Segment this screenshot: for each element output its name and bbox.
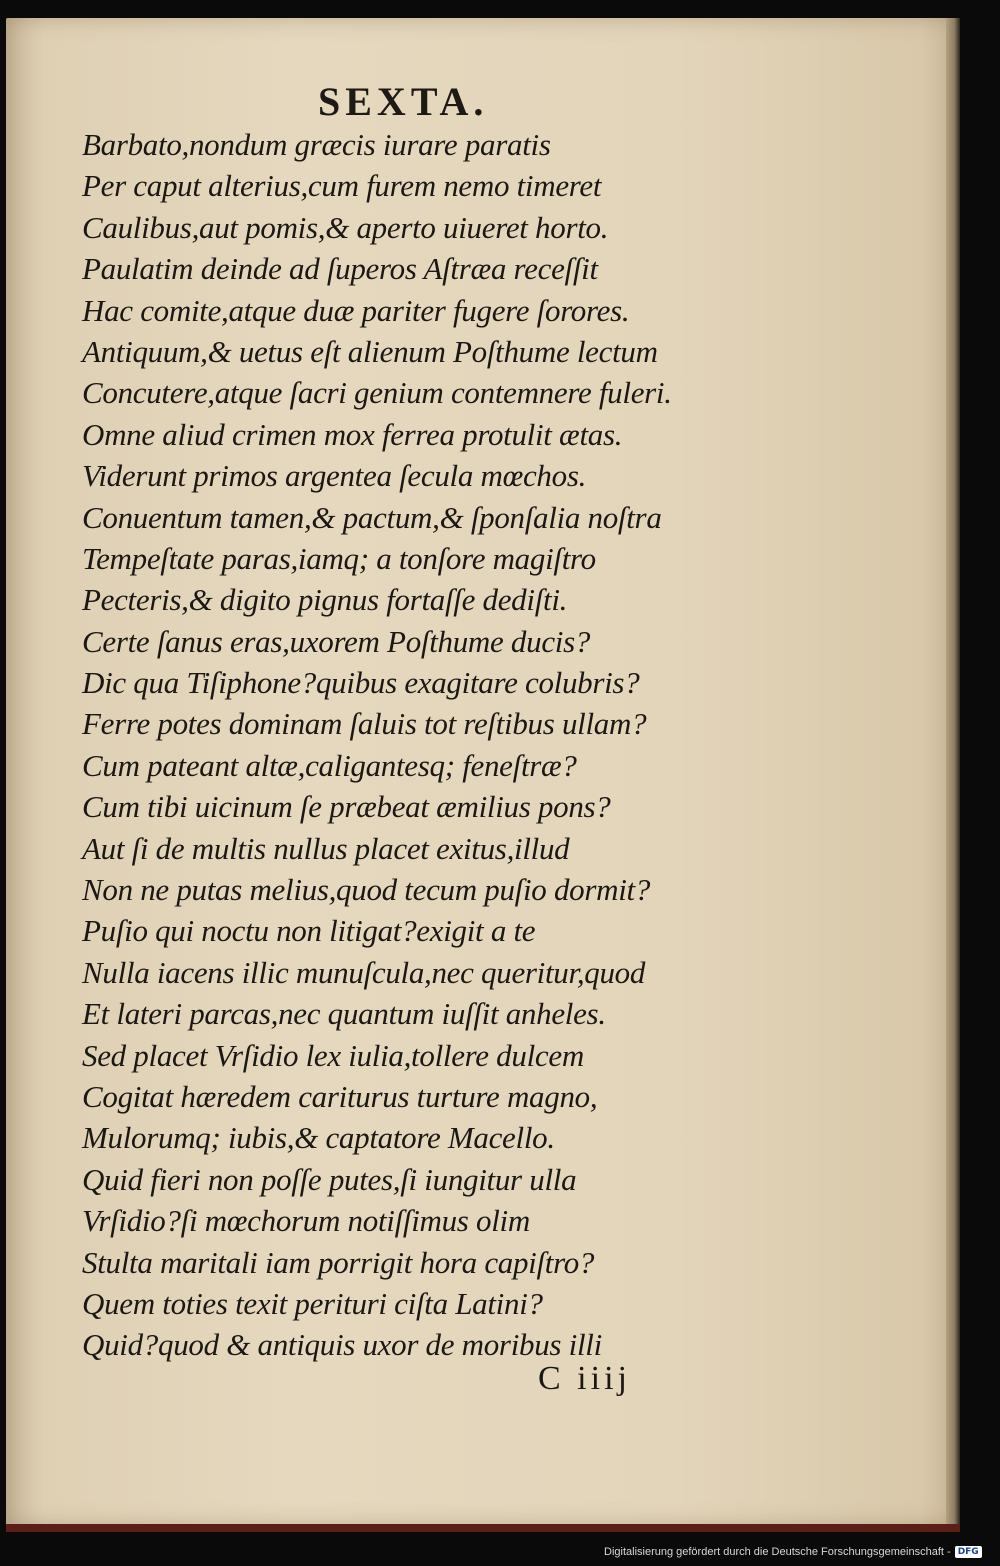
page-edge (946, 18, 960, 1526)
verse-line: Cum tibi uicinum ſe præbeat æmilius pons? (82, 789, 611, 825)
verse-line: Tempeſtate paras,iamq; a tonſore magiſtro (82, 540, 596, 576)
verse-line: Aut ſi de multis nullus placet exitus,illud (82, 830, 570, 866)
page-bottom-edge (6, 1524, 960, 1532)
verse-line: Omne aliud crimen mox ferrea protulit ætas. (82, 416, 623, 452)
verse-line: Quid fieri non poſſe putes,ſi iungitur ulla (82, 1161, 577, 1197)
verse-line: Cum pateant altæ,caligantesq; feneſtræ? (82, 747, 577, 783)
verse-line: Viderunt primos argentea ſecula mœchos. (82, 458, 587, 494)
verse-line: Cogitat hæredem cariturus turture magno, (82, 1078, 598, 1114)
verse-line: Ferre potes dominam ſaluis tot reſtibus ullam? (82, 706, 647, 742)
digitization-credit (604, 1546, 982, 1558)
verse-line: Nulla iacens illic munuſcula,nec queritur,quod (82, 954, 646, 990)
verse-line: Mulorumq; iubis,& captatore Macello. (82, 1120, 555, 1156)
verse-line: Quid?quod & antiquis uxor de moribus illi (82, 1327, 602, 1363)
verse-line: Quem toties texit perituri ciſta Latini? (82, 1285, 543, 1321)
verse-line: Dic qua Tiſiphone?quibus exagitare colubris? (82, 665, 640, 701)
verse-line: Per caput alterius,cum furem nemo timeret (82, 168, 602, 204)
verse-line: Sed placet Vrſidio lex iulia,tollere dulcem (82, 1037, 584, 1073)
verse-line: Conuentum tamen,& pactum,& ſponſalia noſtra (82, 499, 662, 535)
verse-line: Caulibus,aut pomis,& aperto uiueret horto. (82, 209, 609, 245)
verse-line: Paulatim deinde ad ſuperos Aſtræa receſſit (82, 251, 598, 287)
verse-line: Puſio qui noctu non litigat?exigit a te (82, 913, 536, 949)
verse-line: Non ne putas melius,quod tecum puſio dormit? (82, 872, 651, 908)
verse-lines (82, 124, 742, 1366)
verse-line: Pecteris,& digito pignus fortaſſe dediſti. (82, 582, 568, 618)
verse-line: Antiquum,& uetus eſt alienum Poſthume lectum (82, 333, 658, 369)
verse-line: Stulta maritali iam porrigit hora capiſtro? (82, 1244, 595, 1280)
verse-line: Barbato,nondum græcis iurare paratis (82, 127, 551, 162)
verse-line: Hac comite,atque duæ pariter fugere ſorores. (82, 292, 630, 328)
running-head: SEXTA. (318, 79, 489, 124)
signature-mark: C iiij (538, 1360, 631, 1397)
dfg-logo-icon: DFG (955, 1546, 982, 1558)
verse-line: Concutere,atque ſacri genium contemnere fuleri. (82, 375, 672, 411)
verse-line: Certe ſanus eras,uxorem Poſthume ducis? (82, 623, 591, 659)
verse-line: Vrſidio?ſi mœchorum notiſſimus olim (82, 1203, 530, 1239)
verse-line: Et lateri parcas,nec quantum iuſſit anheles. (82, 996, 606, 1032)
credit-text: Digitalisierung gefördert durch die Deutsche Forschungsgemeinschaft - (604, 1546, 951, 1558)
